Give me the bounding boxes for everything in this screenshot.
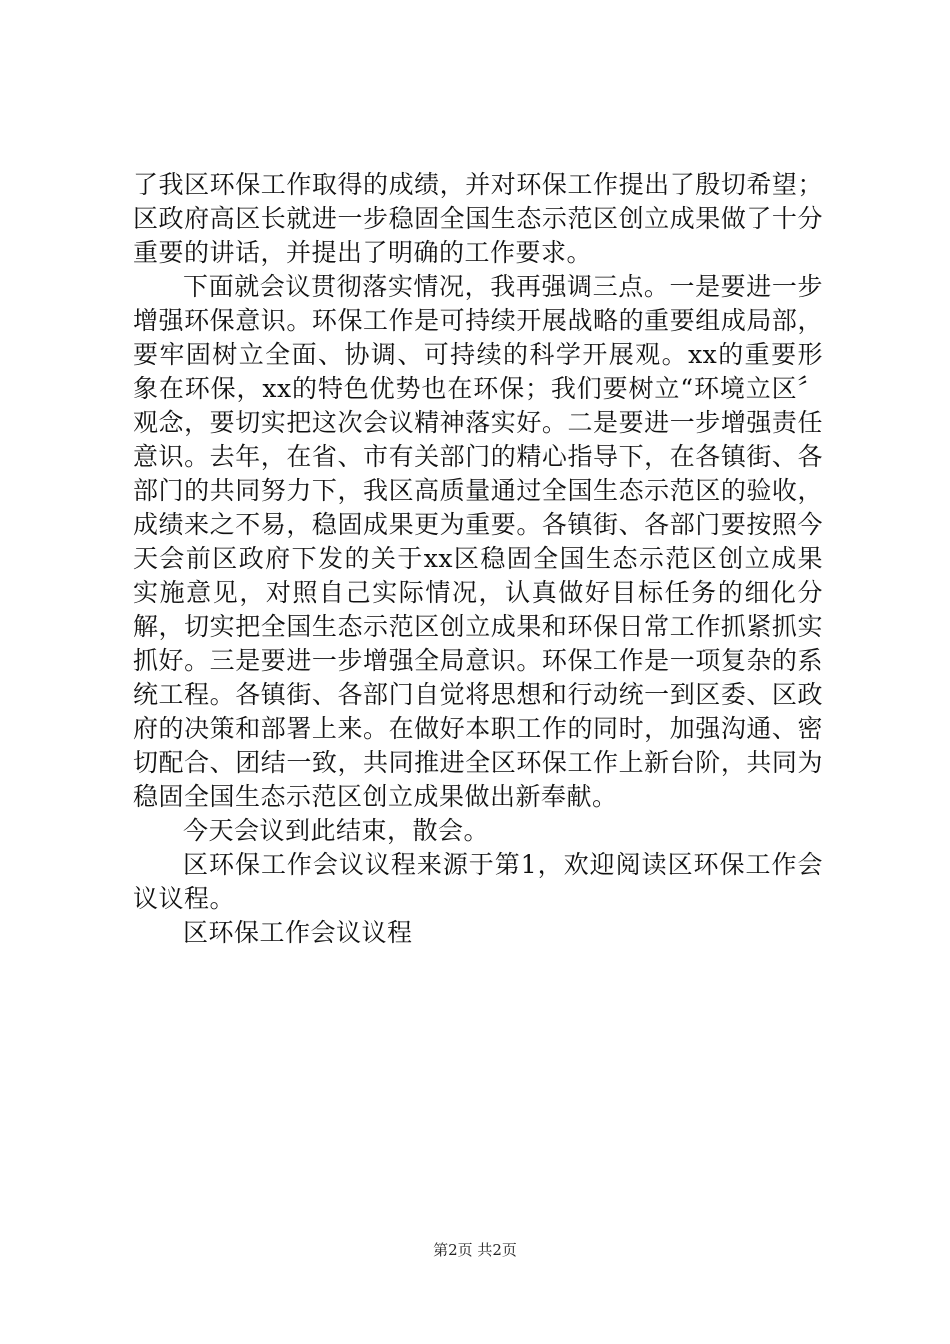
paragraph-4: 区环保工作会议议程来源于第1，欢迎阅读区环保工作会议议程。 [133, 850, 823, 913]
paragraph-5: 区环保工作会议议程 [183, 918, 413, 947]
paragraph-3: 今天会议到此结束，散会。 [183, 816, 490, 845]
paragraph-2: 下面就会议贯彻落实情况，我再强调三点。一是要进一步增强环保意识。环保工作是可持续开展战略的重要组成局部，要牢固树立全面、协调、可持续的科学开展观。xx的重要形象在环保，xx的特色优势也在环保；我们要树立“环境立区〞观念，要切实把这次会议精神落实好。二是要进一步增强责任意识。去年，在省、市有关部门的精心指导下，在各镇街、各部门的共同努力下，我区高质量通过全国生态示范区的验收，成绩来之不易，稳固成果更为重要。各镇街、各部门要按照今天会前区政府下发的关于xx区稳固全国生态示范区创立成果实施意见，对照自己实际情况，认真做好目标任务的细化分解，切实把全国生态示范区创立成果和环保日常工作抓紧抓实抓好。三是要进一步增强全局意识。环保工作是一项复杂的系统工程。各镇街、各部门自觉将思想和行动统一到区委、区政府的决策和部署上来。在做好本职工作的同时，加强沟通、密切配合、团结一致，共同推进全区环保工作上新台阶，共同为稳固全国生态示范区创立成果做出新奉献。 [133, 272, 823, 811]
page-number-footer: 第2页 共2页 [433, 1241, 517, 1259]
document-body [133, 168, 823, 950]
paragraph-1: 了我区环保工作取得的成绩，并对环保工作提出了殷切希望；区政府高区长就进一步稳固全国生态示范区创立成果做了十分重要的讲话，并提出了明确的工作要求。 [133, 170, 823, 267]
